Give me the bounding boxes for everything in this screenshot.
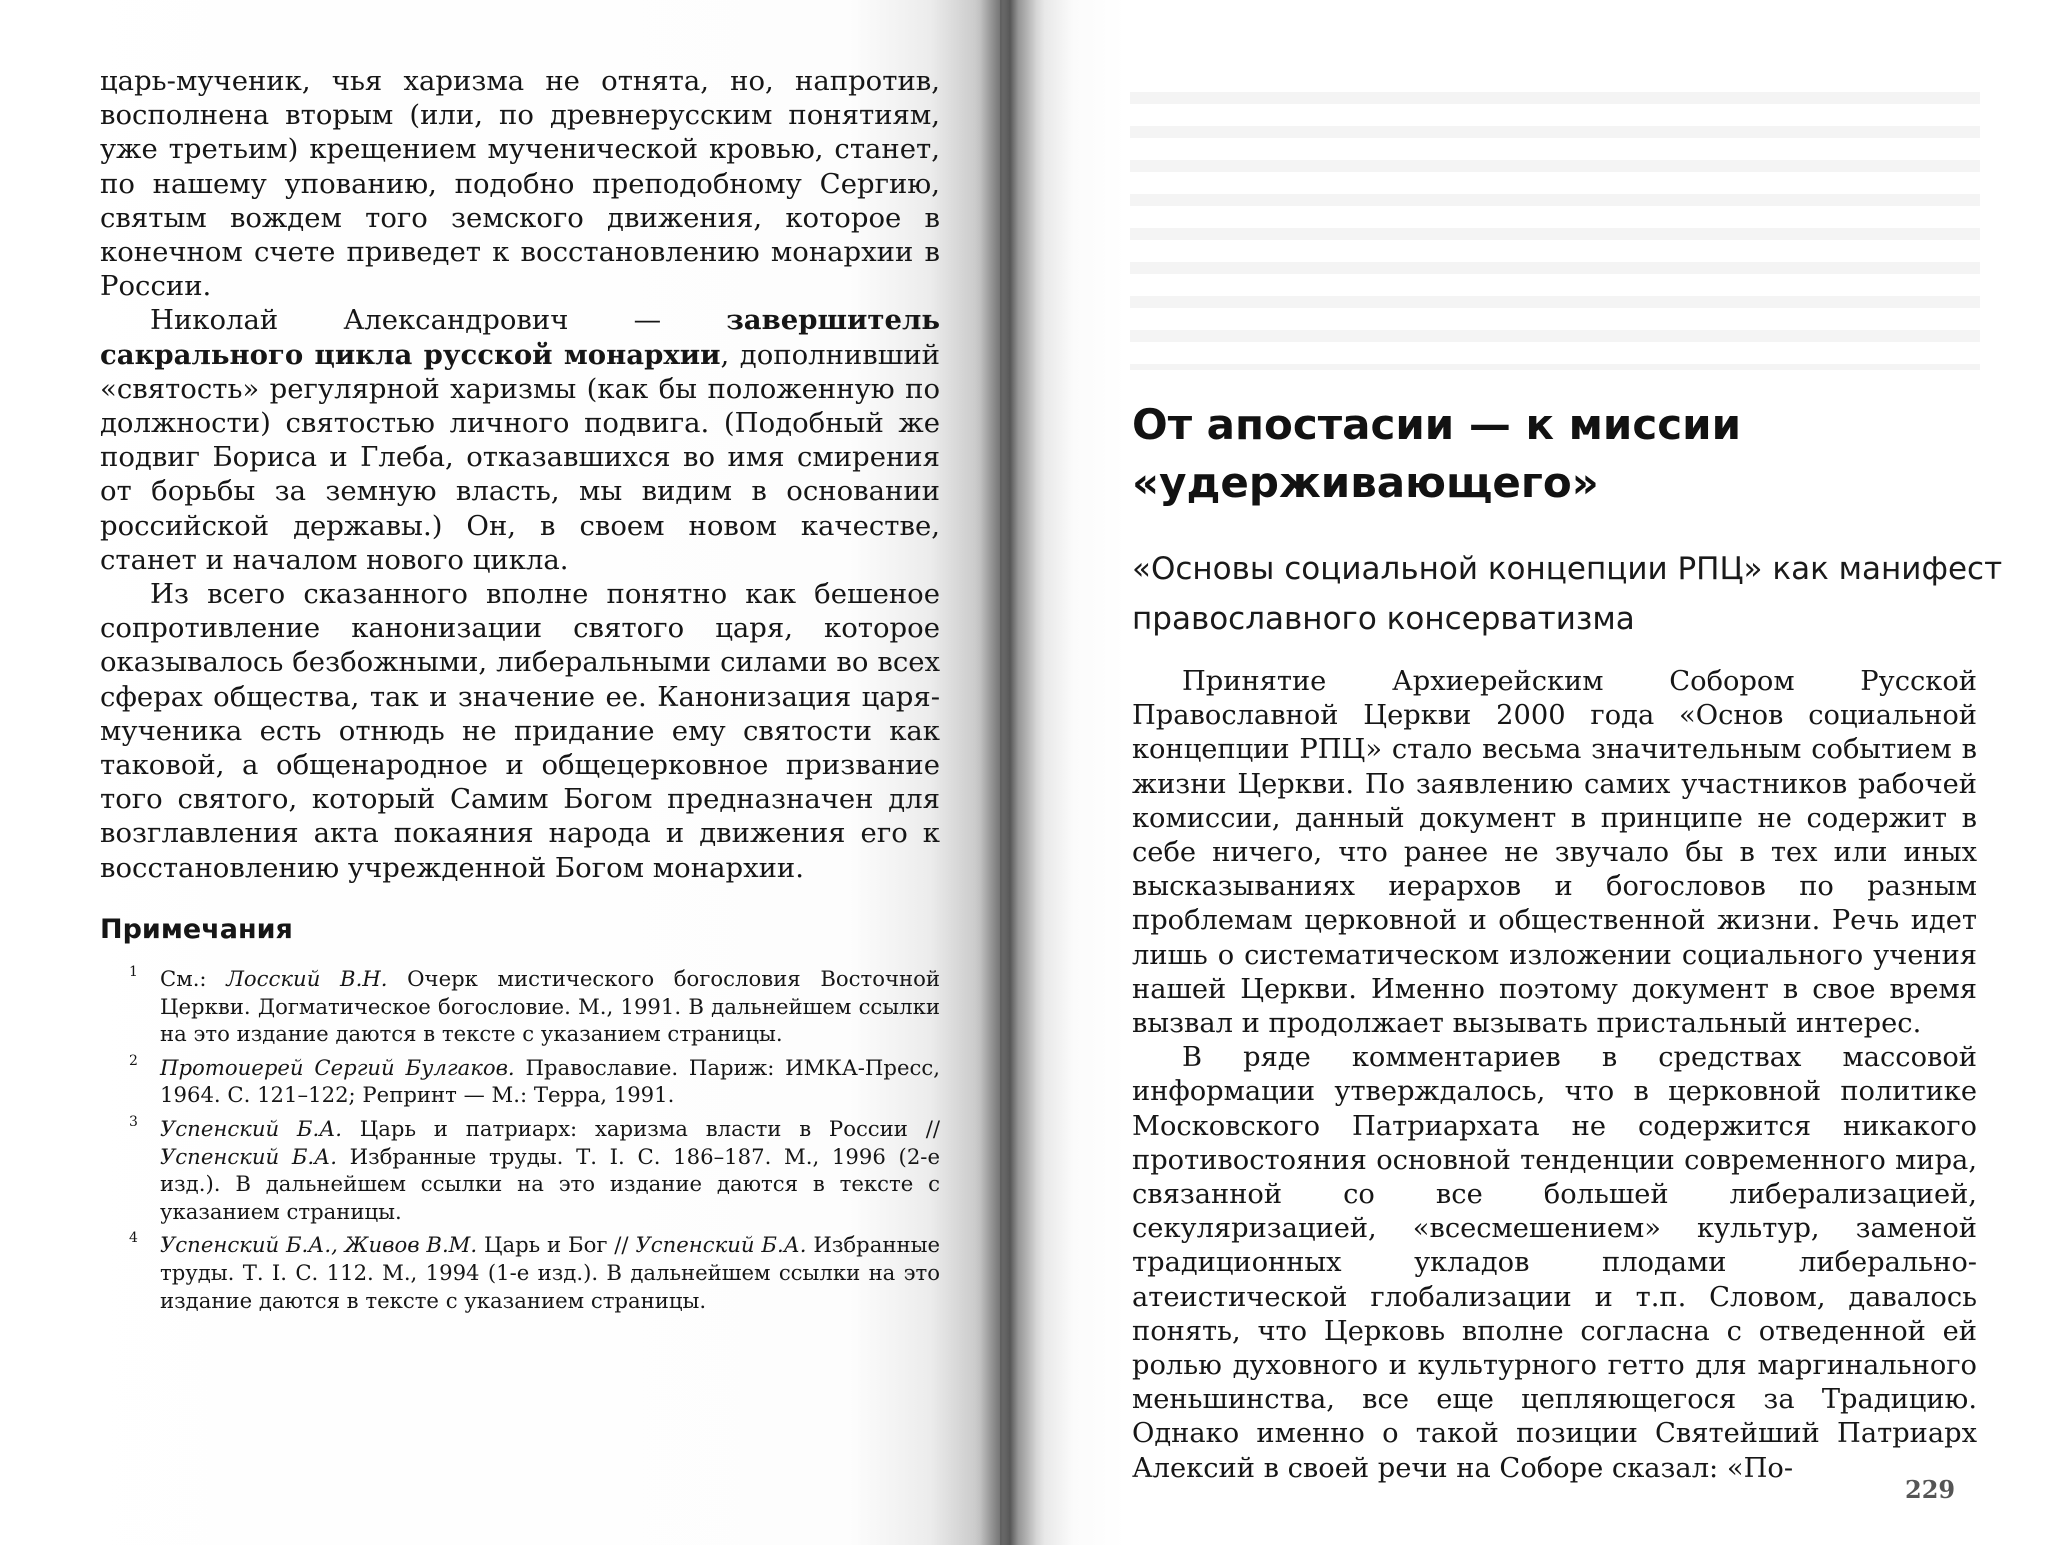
left-paragraph-3 [100, 577, 940, 885]
page-number: 229 [1905, 1475, 1956, 1504]
right-paragraph-2: В ряде комментариев в средствах массовой информации утверждалось, что в церковной политике Московского Патриархата не содержится никакого противостояния основной тенденции современного мира, связанной со все большей либерализацией, секуляризацией, «всесмешением» культур, заменой традиционных укладов плодами либерально-атеистической глобализации и т.п. Словом, давалось понять, что Церковь вполне согласна с отведенной ей ролью духовного и культурного гетто для маргинального меньшинства, все еще цепляющегося за Традицию. Однако именно о такой позиции Святейший Патриарх Алексий в своей речи на Соборе сказал: «По- [1132, 1042, 1977, 1484]
footnote-number: 4 [129, 1230, 138, 1247]
text-run: Николай Александрович — [150, 304, 727, 337]
text-run: Царь и Бог // [477, 1232, 636, 1258]
text-run: Избранные труды. Т. I. С. 186–187. М., 1996 (2-е изд.). В дальнейшем ссылки на это издание даются в тексте с указанием страницы. [160, 1143, 941, 1224]
author-name: Успенский Б.А., Живов В.М. [160, 1232, 478, 1258]
text-run: Из всего сказанного вполне понятно как бешеное сопротивление канонизации святого царя, которое оказывалось безбожными, либеральными силами во всех сферах общества, так и значение ее. Канонизация царя-мученика есть отнюдь не придание ему святости как таковой, а общенародное и общецерковное призвание того святого, который Самим Богом предназначен для возглавления акта покаяния народа и движения его к восстановлению учрежденной Богом монархии. [100, 578, 940, 884]
text-run: Избранные труды. Т. I. С. 112. М., 1994 (1-е изд.). В дальнейшем ссылки на это издание даются в тексте с указанием страницы. [160, 1232, 940, 1313]
bold-phrase: завершитель сакрального цикла русской монархии [100, 304, 940, 371]
footnote [100, 1231, 940, 1314]
left-paragraph-2 [100, 303, 940, 577]
author-name: Успенский Б.А. [160, 1143, 337, 1169]
chapter-heading: От апостасии — к миссии «удерживающего» [1132, 400, 1741, 507]
footnote [100, 1054, 940, 1109]
text-run: , дополнивший «святость» регулярной харизмы (как бы положенную по должности) святостью личного подвига. (Подобный же подвиг Бориса и Глеба, отказавшихся во имя смирения от борьбы за земную власть, мы видим в основании российской державы.) Он, в своем новом качестве, станет и началом нового цикла. [100, 338, 940, 576]
footnotes-list [100, 965, 940, 1320]
footnote-number: 2 [129, 1052, 138, 1069]
text-run: Православие. Париж: ИМКА-Пресс, 1964. С. 121–122; Репринт — М.: Терра, 1991. [160, 1054, 940, 1108]
right-paragraph-1: Принятие Архиерейским Собором Русской Православной Церкви 2000 года «Основ социальной концепции РПЦ» стало весьма значительным событием в жизни Церкви. По заявлению самих участников рабочей комиссии, данный документ в принципе не содержит в себе ничего, что ранее не звучало бы в тех или иных высказываниях иерархов и богословов по разным проблемам церковной и общественной жизни. Речь идет лишь о систематическом изложении социального учения нашей Церкви. Именно поэтому документ в свое время вызвал и продолжает вызывать пристальный интерес. [1132, 666, 1977, 1040]
right-page-body [1132, 665, 1977, 1486]
author-name: Лосский В.Н. [226, 966, 388, 991]
chapter-subheading: «Основы социальной концепции РПЦ» как манифест православного консерватизма [1132, 551, 2003, 637]
text-run: Царь и патриарх: харизма власти в России // [342, 1115, 940, 1141]
text-run: царь-мученик, чья харизма не отнята, но, напротив, восполнена вторым (или, по древнерусским понятиям, уже третьим) крещением мученической кровью, станет, по нашему упованию, подобно преподобному Сергию, святым вождем того земского движения, которое в конечном счете приведет к восстановлению монархии в России. [100, 65, 940, 303]
notes-title: Примечания [100, 914, 293, 945]
left-paragraph-1 [100, 64, 940, 303]
author-name: Успенский Б.А. [635, 1232, 807, 1258]
footnote-number: 1 [129, 964, 138, 980]
author-name: Успенский Б.А. [160, 1115, 343, 1141]
author-name: Протоиерей Сергий Булгаков. [160, 1054, 515, 1080]
text-run: См.: [160, 966, 227, 991]
left-page-body [100, 64, 940, 885]
footnote [100, 965, 940, 1048]
footnote [100, 1115, 940, 1225]
text-run: Очерк мистического богословия Восточной Церкви. Догматическое богословие. М., 1991. В дальнейшем ссылки на это издание даются в тексте с указанием страницы. [160, 966, 940, 1047]
footnote-number: 3 [129, 1113, 138, 1130]
